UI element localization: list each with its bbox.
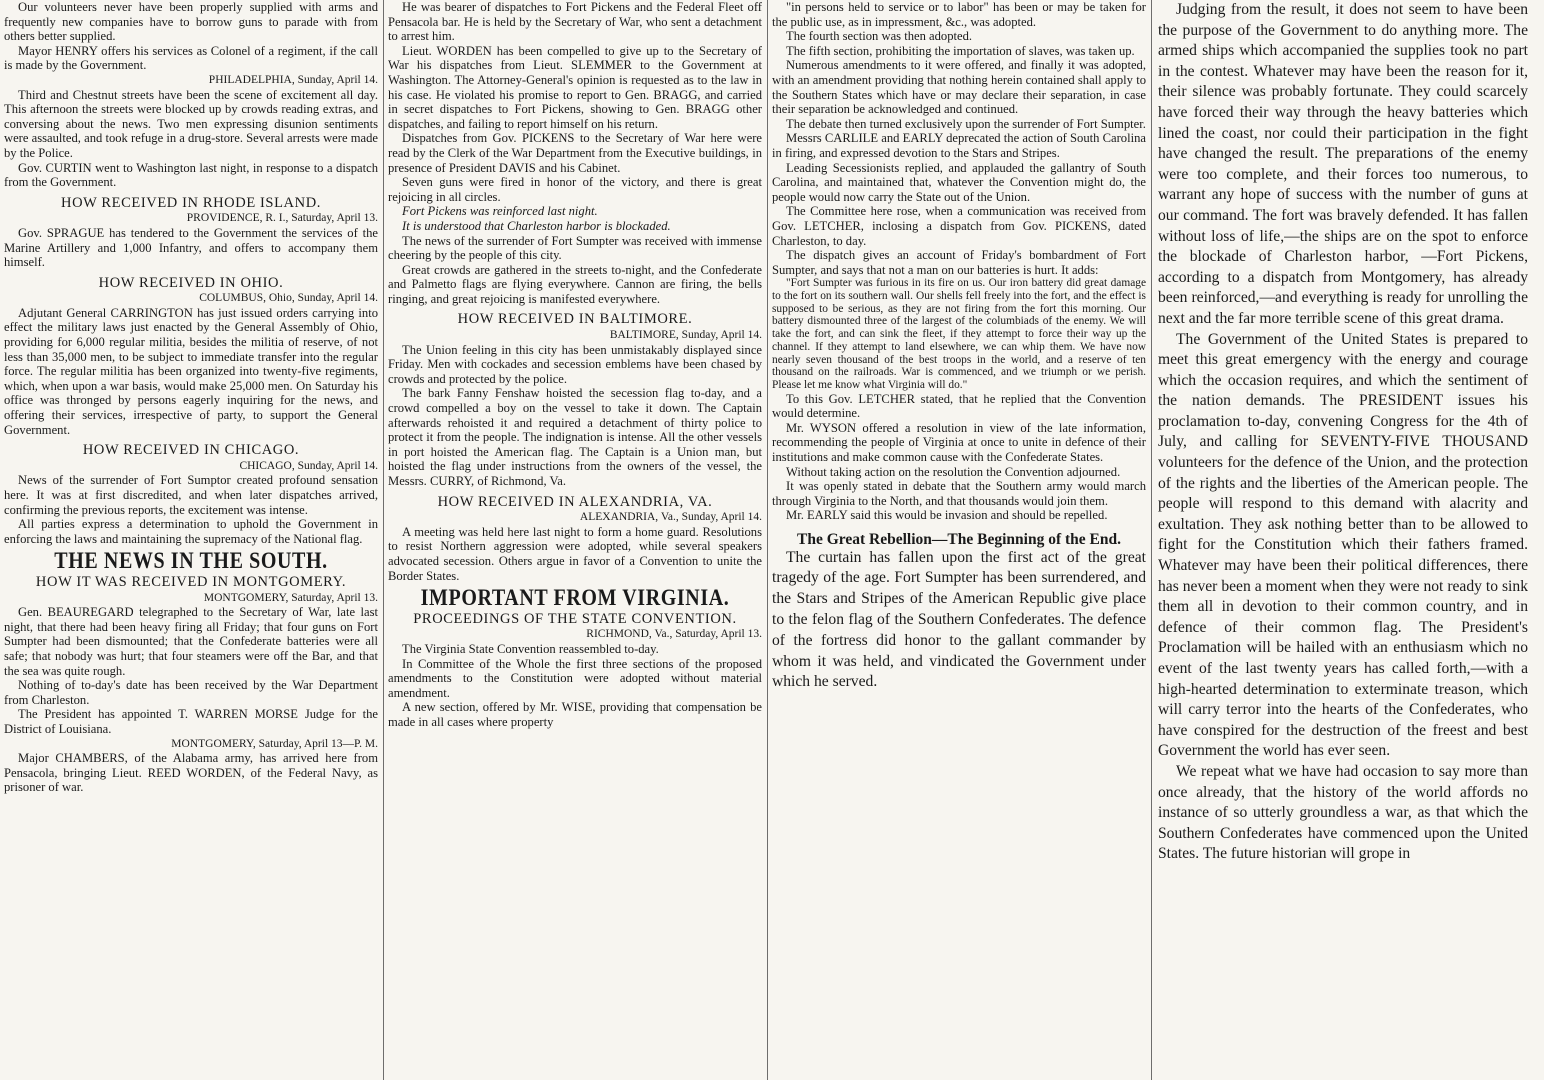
editorial-heading: The Great Rebellion—The Beginning of the End. [797, 530, 1121, 548]
quoted-dispatch: "Fort Sumpter was furious in its fire on us. Our iron battery did great damage to the fort on its southern wall. Our shells fell freely into the fort, and the effect is supposed to be serious, as they are not firing from the fort this morning. Our battery dismounted three of the largest of the columbiads of the enemy. We will take the fort, and can sink the fleet, if they attempt to force their way up the channel. If they attempt to land elsewhere, we can whip them. We have now nearly seven thousand of the best troops in the world, and a reserve of ten thousand on the railroads. War is commenced, and we triumph or we perish. Please let me know what Virginia will do." [772, 277, 1146, 391]
paragraph: Gov. SPRAGUE has tendered to the Government the services of the Marine Artillery and 1,000 Infantry, and offers to accompany them himself. [4, 225, 378, 270]
column-rule [767, 0, 768, 1080]
paragraph: A new section, offered by Mr. WISE, providing that compensation be made in all cases where property [388, 700, 762, 729]
dateline: COLUMBUS, Ohio, Sunday, April 14. [199, 292, 378, 305]
column-rule [1151, 0, 1152, 1080]
italic-note: Fort Pickens was reinforced last night. [402, 204, 598, 219]
paragraph: The fifth section, prohibiting the importation of slaves, was taken up. [786, 43, 1135, 58]
major-heading: IMPORTANT FROM VIRGINIA. [420, 585, 730, 611]
paragraph: Gen. BEAUREGARD telegraphed to the Secretary of War, late last night, that there had been heavy firing all Friday; that four guns on Fort Sumpter had been dismounted; that the Confederate batteries were all safe; that nobody was hurt; that four steamers were off the Bar, and that the sea was quite rough. [4, 605, 378, 678]
paragraph: The bark Fanny Fenshaw hoisted the secession flag to-day, and a crowd compelled a boy on the vessel to take it down. The Captain afterwards rehoisted it and required a detachment of thirty police to protect it from the people. The indignation is intense. All the other vessels in port hoisted the American flag. The Captain is a Union man, but hoisted the flag under instructions from the owners of the vessel, the Messrs. CURRY, of Richmond, Va. [388, 386, 762, 488]
paragraph: Mr. EARLY said this would be invasion and should be repelled. [786, 508, 1108, 523]
section-heading: HOW IT WAS RECEIVED IN MONTGOMERY. [35, 573, 347, 590]
paragraph: The debate then turned exclusively upon the surrender of Fort Sumpter. [786, 116, 1146, 131]
paragraph: News of the surrender of Fort Sumptor created profound sensation here. It was at first discredited, and when later dispatches arrived, confirming the previous reports, the excitement was intense. [4, 473, 378, 517]
section-heading: HOW RECEIVED IN OHIO. [98, 274, 284, 291]
dateline: RICHMOND, Va., Saturday, April 13. [586, 628, 762, 641]
paragraph: We repeat what we have had occasion to say more than once already, that the history of the world affords no instance of so utterly groundless a war, as that which the Southern Confederates have commenced upon the United States. The future historian will grope in [1158, 762, 1528, 863]
paragraph: The curtain has fallen upon the first act of the great tragedy of the age. Fort Sumpter has been surrendered, and the Stars and Stripes of the American Republic give place to the felon flag of the Southern Confederates. The defence of the fortress did honor to the gallant commander by whom it was held, and vindicated the Government under which he served. [772, 548, 1146, 691]
paragraph: Leading Secessionists replied, and applauded the gallantry of South Carolina, and maintained that, whatever the Convention might do, the people would now carry the State out of the Union. [772, 160, 1146, 204]
paragraph: The news of the surrender of Fort Sumpter was received with immense cheering by the people of this city. [388, 233, 762, 263]
paragraph: "in persons held to service or to labor" has been or may be taken for the public use, as in impressment, &c., was adopted. [772, 0, 1146, 29]
section-heading: HOW RECEIVED IN CHICAGO. [82, 442, 300, 459]
dateline: PHILADELPHIA, Sunday, April 14. [208, 73, 378, 86]
paragraph: In Committee of the Whole the first three sections of the proposed amendments to the Constitution were adopted without material amendment. [388, 656, 762, 700]
dateline: ALEXANDRIA, Va., Sunday, April 14. [579, 511, 762, 524]
dateline: PROVIDENCE, R. I., Saturday, April 13. [186, 212, 378, 225]
italic-note: It is understood that Charleston harbor is blockaded. [402, 218, 671, 233]
dateline: CHICAGO, Sunday, April 14. [239, 459, 378, 472]
column-3 [772, 0, 1146, 1080]
paragraph: The Union feeling in this city has been unmistakably displayed since Friday. Men with cockades and secession emblems have been chased by crowds and protected by the police. [388, 342, 762, 386]
major-heading: THE NEWS IN THE SOUTH. [54, 548, 328, 574]
section-heading: HOW RECEIVED IN BALTIMORE. [457, 311, 693, 328]
paragraph: Third and Chestnut streets have been the scene of excitement all day. This afternoon the streets were blocked up by crowds reading extras, and conversing about the news. Two men expressing disunion sentiments were assaulted, and took refuge in a drug-store. Several arrests were made by the Police. [4, 87, 378, 160]
section-heading: PROCEEDINGS OF THE STATE CONVENTION. [413, 610, 737, 627]
paragraph: Seven guns were fired in honor of the victory, and there is great rejoicing in all circles. [388, 175, 762, 204]
section-heading: HOW RECEIVED IN RHODE ISLAND. [61, 194, 321, 211]
paragraph: The fourth section was then adopted. [786, 29, 973, 44]
paragraph: The Government of the United States is prepared to meet this great emergency with the energy and courage which the occasion requires, and which the sentiment of the nation demands. The PRESIDENT issues his proclamation to-day, convening Congress for the 4th of July, and calling for SEVENTY-FIVE THOUSAND volunteers for the defence of the Union, and the protection of the rights and the liberties of the American people. The people will respond to this demand with alacrity and exultation. They ask nothing better than to be allowed to fight for the Constitution which their fathers framed. Whatever may have been their political differences, there has never been a moment when they were not ready to sink them all in devotion to their common country, and in defence of their common flag. The President's Proclamation will be hailed with an enthusiasm which no event of the last twenty years has called forth,—with a high-hearted determination to exterminate treason, which will carry terror into the hearts of the Confederates, who have conspired for the destruction of the freest and best Government the world has ever seen. [1158, 330, 1528, 760]
paragraph: Lieut. WORDEN has been compelled to give up to the Secretary of War his dispatches from Lieut. SLEMMER to the Government at Washington. The Attorney-General's opinion is requested as to the law in his case. He violated his promise to report to Gen. BRAGG, and carried in secret dispatches to Fort Pickens, showing to Gen. BRAGG other dispatches, and failing to report himself on his return. [388, 43, 762, 131]
paragraph: The Virginia State Convention reassembled to-day. [402, 641, 659, 656]
paragraph: The Committee here rose, when a communication was received from Gov. LETCHER, inclosing a dispatch from Gov. PICKENS, dated Charleston, to day. [772, 204, 1146, 248]
paragraph: It was openly stated in debate that the Southern army would march through Virginia to the North, and that thousands would join them. [772, 479, 1146, 508]
paragraph: Judging from the result, it does not seem to have been the purpose of the Government to do anything more. The armed ships which accompanied the supplies took no part in the contest. Whatever may have been the reason for it, their silence was probably fortunate. They could scarcely have forced their way through the heavy batteries which lined the coast, nor could their participation in the fight have changed the result. The preparations of the enemy were too complete, and their forces too numerous, to warrant any hope of success with the number of guns at our command. The fort was bravely defended. It has fallen without loss of life,—the ships are on the spot to enforce the blockade of Charleston harbor, —Fort Pickens, according to a dispatch from Montgomery, has already been reinforced,—and everything is ready for unrolling the next and the far more terrible scene of this great drama. [1158, 1, 1528, 327]
column-rule [383, 0, 384, 1080]
paragraph: Without taking action on the resolution the Convention adjourned. [786, 464, 1121, 479]
paragraph: The President has appointed T. WARREN MORSE Judge for the District of Louisiana. [4, 707, 378, 736]
paragraph: To this Gov. LETCHER stated, that he replied that the Convention would determine. [772, 391, 1146, 421]
paragraph: Major CHAMBERS, of the Alabama army, has arrived here from Pensacola, bringing Lieut. REED WORDEN, of the Federal Navy, as prisoner of war. [4, 751, 378, 795]
paragraph: All parties express a determination to uphold the Government in enforcing the laws and maintaining the supremacy of the National flag. [4, 517, 378, 546]
paragraph: A meeting was held here last night to form a home guard. Resolutions to resist Northern aggression were adopted, while several speakers advocated secession. Others argue in favor of a Convention to unite the Border States. [388, 524, 762, 583]
column-1 [4, 0, 378, 1080]
paragraph: Adjutant General CARRINGTON has just issued orders carrying into effect the military laws just enacted by the General Assembly of Ohio, providing for 6,000 regular militia, besides the militia of reserve, of not less than 35,000 men, to be subject to immediate transfer into the regular force. The regular militia has been organized into twenty-five regiments, which, when upon a war basis, would make 25,000 men. On Saturday his office was thronged by persons eagerly inquiring for the news, and offering their services, irrespective of party, to support the General Government. [4, 305, 378, 437]
paragraph: Messrs CARLILE and EARLY deprecated the action of South Carolina in firing, and expressed devotion to the Stars and Stripes. [772, 131, 1146, 160]
column-2 [388, 0, 762, 1080]
column-4 [1158, 0, 1528, 1080]
paragraph: Dispatches from Gov. PICKENS to the Secretary of War here were read by the Clerk of the War Department from the Executive buildings, in presence of President DAVIS and his Cabinet. [388, 131, 762, 175]
paragraph: Nothing of to-day's date has been received by the War Department from Charleston. [4, 678, 378, 707]
paragraph: Mr. WYSON offered a resolution in view of the late information, recommending the people of Virginia at once to unite in defence of their institutions and make common cause with the Confederate States. [772, 420, 1146, 464]
dateline: MONTGOMERY, Saturday, April 13—P. M. [171, 737, 378, 750]
paragraph: The dispatch gives an account of Friday's bombardment of Fort Sumpter, and says that not a man on our batteries is hurt. It adds: [772, 248, 1146, 277]
dateline: BALTIMORE, Sunday, April 14. [609, 329, 762, 342]
paragraph: Great crowds are gathered in the streets to-night, and the Confederate and Palmetto flags are flying everywhere. Cannon are firing, the bells ringing, and great rejoicing is manifested everywhere. [388, 262, 762, 306]
paragraph: Gov. CURTIN went to Washington last night, in response to a dispatch from the Government. [4, 160, 378, 190]
dateline: MONTGOMERY, Saturday, April 13. [203, 591, 378, 604]
paragraph: Our volunteers never have been properly supplied with arms and frequently new companies have to borrow guns to parade with from others better supplied. [4, 0, 378, 44]
section-heading: HOW RECEIVED IN ALEXANDRIA, VA. [437, 493, 713, 510]
paragraph: He was bearer of dispatches to Fort Pickens and the Federal Fleet off Pensacola bar. He is held by the Secretary of War, who sent a detachment to arrest him. [388, 0, 762, 44]
paragraph: Numerous amendments to it were offered, and finally it was adopted, with an amendment providing that nothing herein contained shall apply to the Southern States which have or may declare their separation, in case their separation be acknowledged and continued. [772, 58, 1146, 117]
paragraph: Mayor HENRY offers his services as Colonel of a regiment, if the call is made by the Government. [4, 43, 378, 73]
